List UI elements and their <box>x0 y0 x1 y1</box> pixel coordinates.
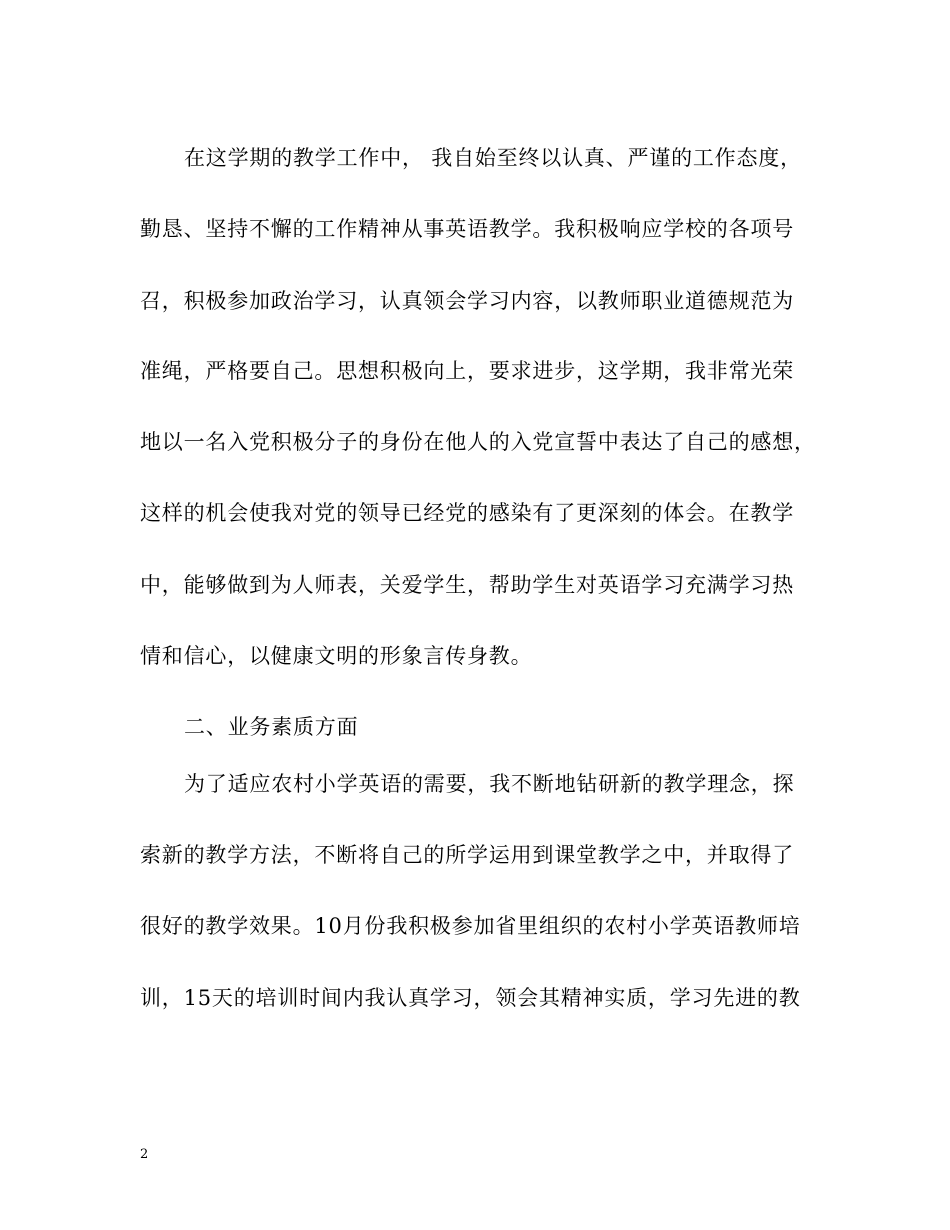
page-number: 2 <box>140 1147 149 1162</box>
paragraph-line: 情和信心，以健康文明的形象言传身教。 <box>140 644 533 668</box>
paragraph-line: 勤恳、坚持不懈的工作精神从事英语教学。我积极响应学校的各项号 <box>140 217 794 241</box>
paragraph-line: 在这学期的教学工作中， 我自始至终以认真、严谨的工作态度， <box>184 146 802 170</box>
paragraph-line: 准绳，严格要自己。思想积极向上，要求进步，这学期，我非常光荣 <box>140 359 794 383</box>
paragraph-line: 中，能够做到为人师表，关爱学生，帮助学生对英语学习充满学习热 <box>140 573 794 597</box>
paragraph-line: 为了适应农村小学英语的需要，我不断地钻研新的教学理念，探 <box>184 772 795 796</box>
paragraph-line: 索新的教学方法，不断将自己的所学运用到课堂教学之中，并取得了 <box>140 843 794 867</box>
section-heading: 二、业务素质方面 <box>184 715 359 739</box>
paragraph-line: 地以一名入党积极分子的身份在他人的入党宣誓中表达了自己的感想， <box>140 430 816 454</box>
paragraph-line: 这样的机会使我对党的领导已经党的感染有了更深刻的体会。在教学 <box>140 501 794 525</box>
paragraph-line: 召，积极参加政治学习，认真领会学习内容，以教师职业道德规范为 <box>140 289 794 313</box>
paragraph-line: 很好的教学效果。10月份我积极参加省里组织的农村小学英语教师培 <box>140 914 801 938</box>
paragraph-line: 训，15天的培训时间内我认真学习，领会其精神实质，学习先进的教 <box>140 986 801 1010</box>
